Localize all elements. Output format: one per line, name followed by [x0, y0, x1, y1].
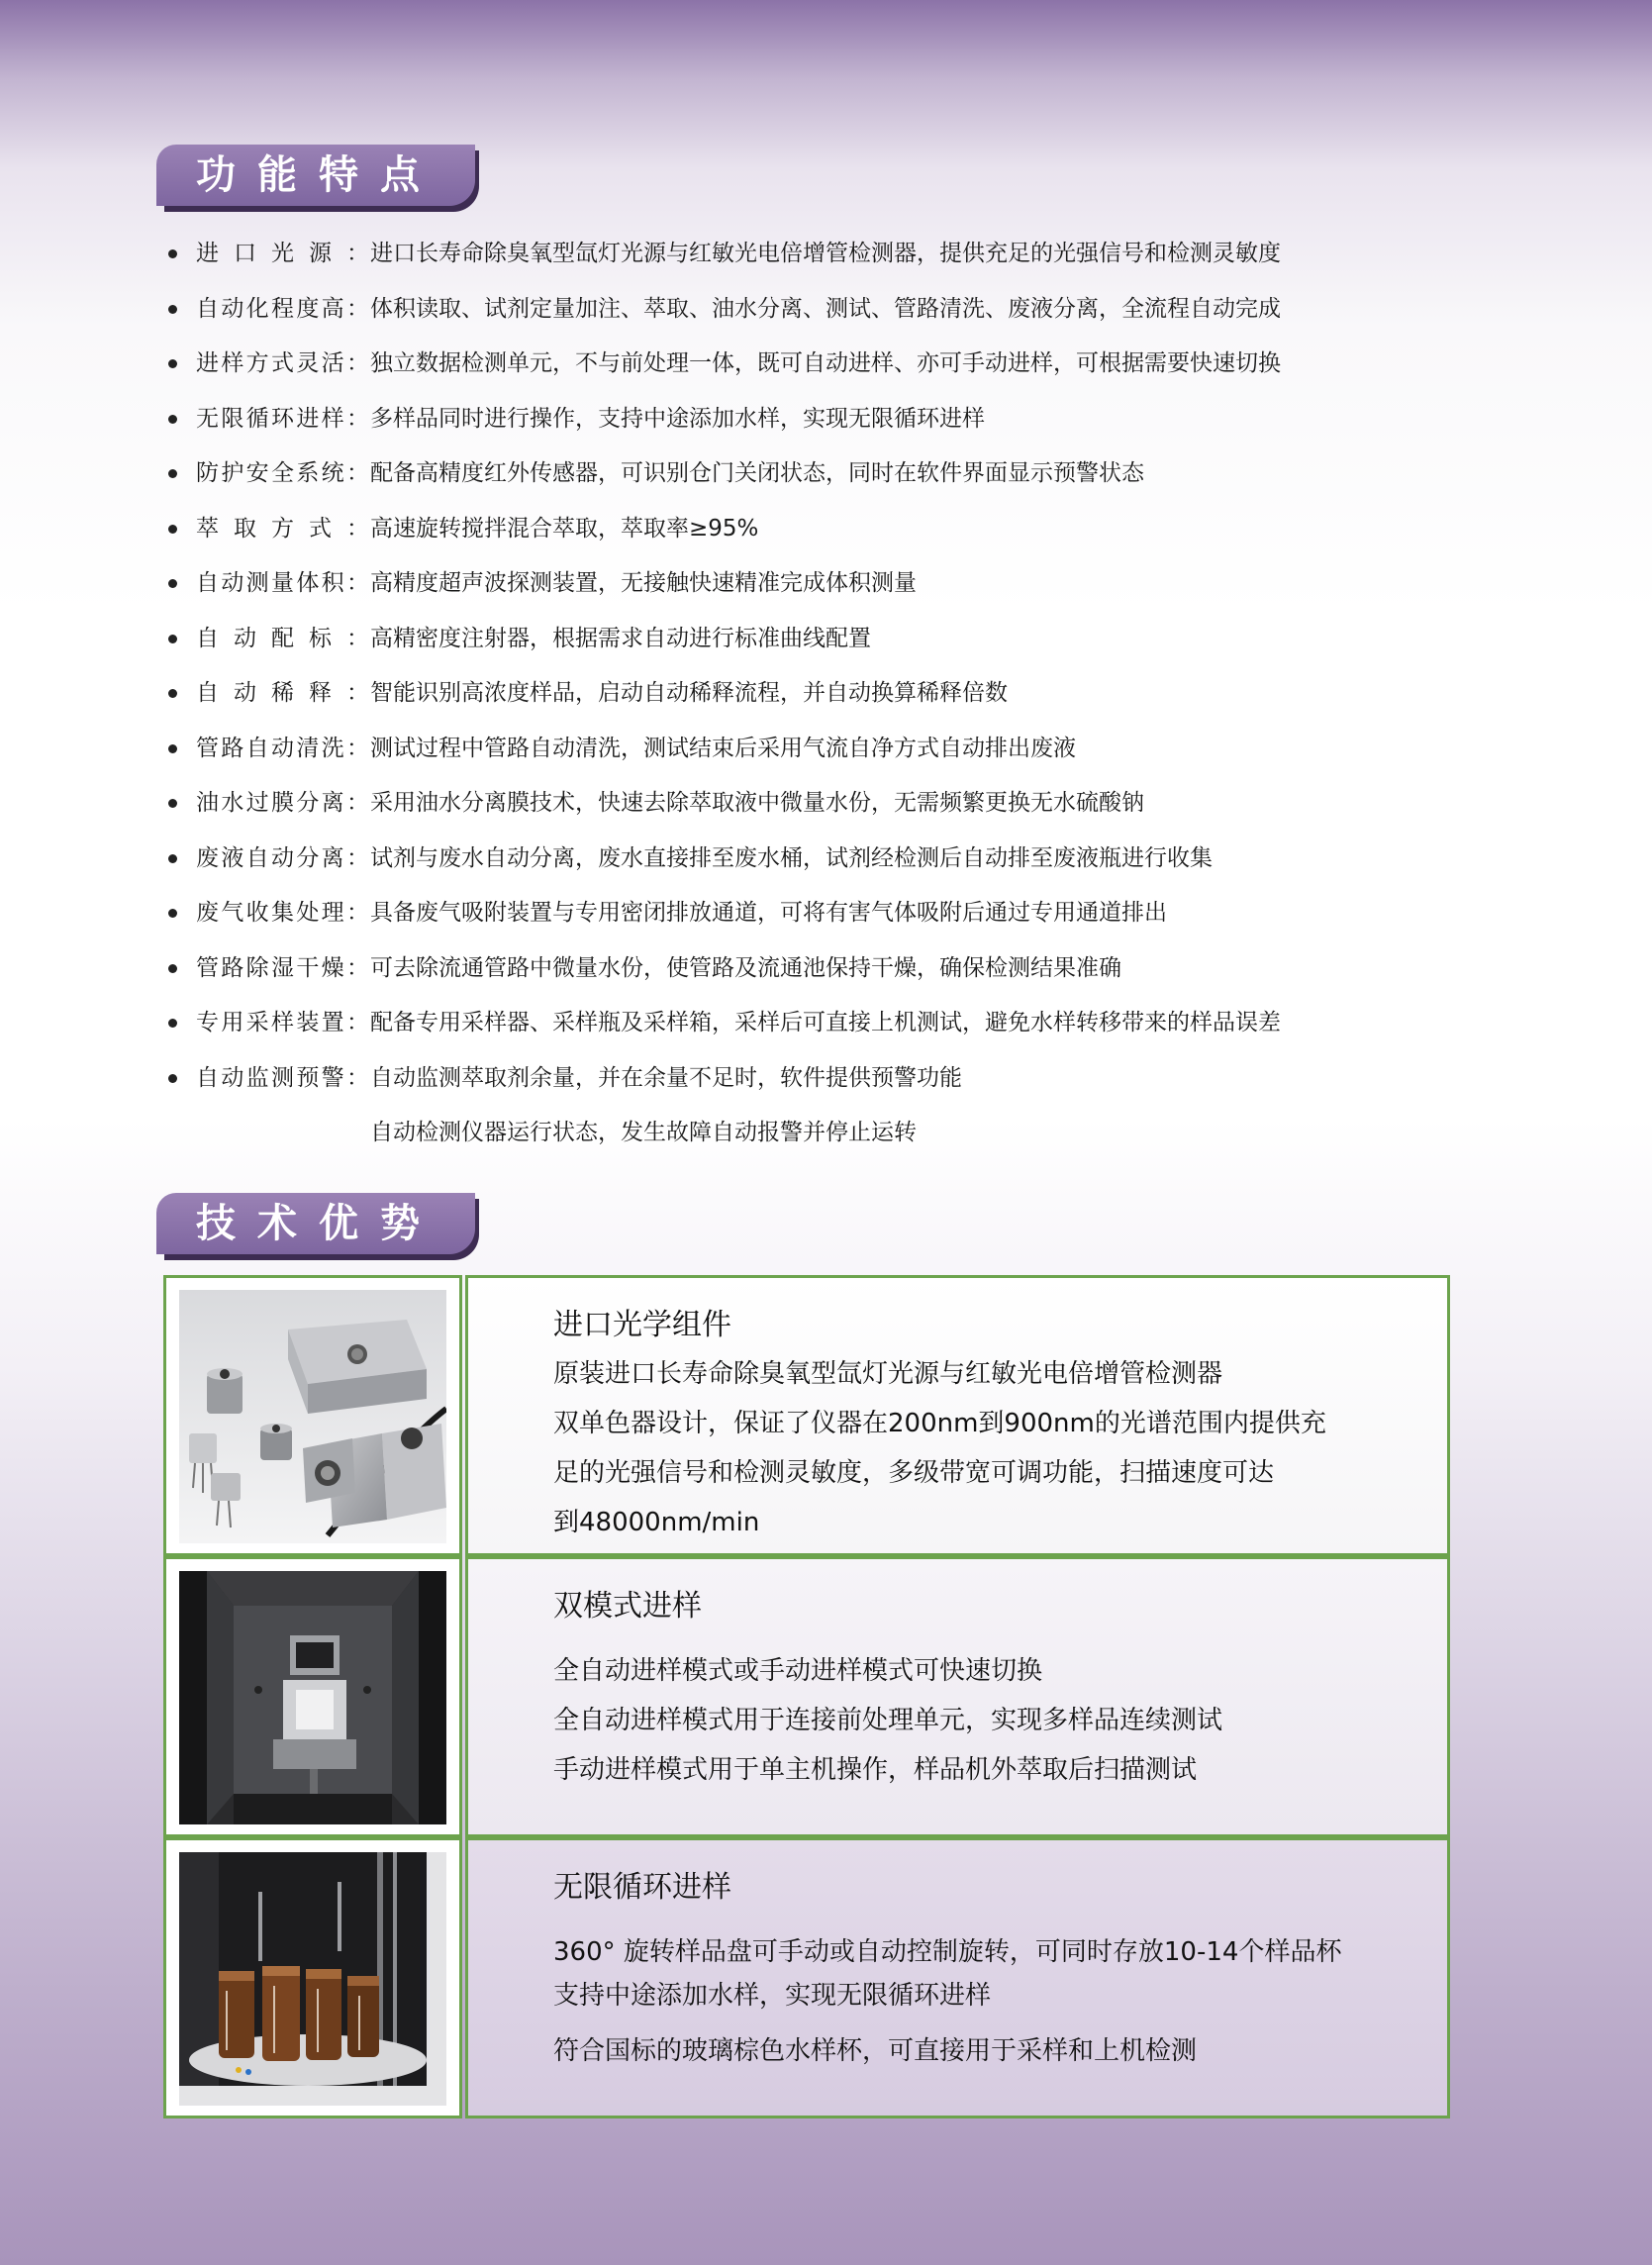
bullet-icon — [168, 469, 177, 478]
advantage-image-cell — [163, 1837, 462, 2118]
feature-label: 油水过膜分离： — [196, 790, 369, 816]
bullet-icon — [168, 854, 177, 863]
bullet-icon — [168, 909, 177, 918]
advantage-text-cell — [465, 1837, 1450, 2118]
sample-tray-illustration — [179, 1852, 446, 2106]
feature-desc: 体积读取、试剂定量加注、萃取、油水分离、测试、管路清洗、废液分离，全流程自动完成 — [370, 296, 1281, 322]
advantage-title: 双模式进样 — [553, 1589, 702, 1624]
section-title: 功能特点 — [196, 152, 441, 198]
advantage-line: 符合国标的玻璃棕色水样杯，可直接用于采样和上机检测 — [553, 2036, 1198, 2066]
feature-desc: 具备废气吸附装置与专用密闭排放通道，可将有害气体吸附后通过专用通道排出 — [370, 900, 1167, 926]
bullet-icon — [168, 635, 177, 643]
sample-chamber-illustration — [179, 1571, 446, 1824]
feature-desc: 独立数据检测单元，不与前处理一体，既可自动进样、亦可手动进样，可根据需要快速切换 — [370, 350, 1281, 376]
section-title: 技术优势 — [196, 1201, 441, 1246]
advantage-text-cell — [465, 1275, 1450, 1556]
advantage-line: 足的光强信号和检测灵敏度，多级带宽可调功能，扫描速度可达 — [553, 1458, 1275, 1488]
bullet-icon — [168, 744, 177, 753]
feature-desc: 高速旋转搅拌混合萃取，萃取率≥95% — [370, 516, 759, 542]
advantage-text-cell — [465, 1556, 1450, 1837]
advantage-title: 无限循环进样 — [553, 1870, 731, 1905]
advantage-line: 到48000nm/min — [553, 1508, 760, 1537]
bullet-icon — [168, 359, 177, 368]
advantage-line: 全自动进样模式或手动进样模式可快速切换 — [553, 1656, 1043, 1686]
feature-label: 自动监测预警： — [196, 1065, 369, 1091]
optical-components-illustration — [179, 1290, 446, 1543]
advantage-line: 360° 旋转样品盘可手动或自动控制旋转，可同时存放10-14个样品杯 — [553, 1937, 1342, 1967]
advantage-line: 手动进样模式用于单主机操作，样品机外萃取后扫描测试 — [553, 1755, 1198, 1785]
feature-label: 管路自动清洗： — [196, 736, 369, 761]
sample-chamber-photo — [179, 1571, 446, 1824]
advantage-line: 支持中途添加水样，实现无限循环进样 — [553, 1981, 992, 2011]
feature-desc: 测试过程中管路自动清洗，测试结束后采用气流自净方式自动排出废液 — [370, 736, 1076, 761]
feature-label: 自动稀释： — [196, 680, 369, 706]
feature-desc: 进口长寿命除臭氧型氙灯光源与红敏光电倍增管检测器，提供充足的光强信号和检测灵敏度 — [370, 241, 1281, 266]
bullet-icon — [168, 1074, 177, 1083]
bullet-icon — [168, 525, 177, 534]
advantage-image-cell — [163, 1556, 462, 1837]
feature-desc: 高精密度注射器，根据需求自动进行标准曲线配置 — [370, 626, 871, 651]
feature-label: 萃取方式： — [196, 516, 369, 542]
feature-desc: 试剂与废水自动分离，废水直接排至废水桶，试剂经检测后自动排至废液瓶进行收集 — [370, 845, 1213, 871]
feature-label: 废气收集处理： — [196, 900, 369, 926]
feature-desc: 高精度超声波探测装置，无接触快速精准完成体积测量 — [370, 570, 917, 596]
feature-label: 无限循环进样： — [196, 406, 369, 432]
bullet-icon — [168, 689, 177, 698]
section-header-advantages — [156, 1193, 475, 1254]
feature-desc: 自动监测萃取剂余量，并在余量不足时，软件提供预警功能 — [370, 1065, 962, 1091]
advantage-row — [163, 1837, 1450, 2118]
feature-label: 管路除湿干燥： — [196, 955, 369, 981]
bullet-icon — [168, 579, 177, 588]
bullet-icon — [168, 1019, 177, 1028]
feature-desc: 自动检测仪器运行状态，发生故障自动报警并停止运转 — [370, 1120, 917, 1145]
feature-desc: 可去除流通管路中微量水份，使管路及流通池保持干燥，确保检测结果准确 — [370, 955, 1121, 981]
advantage-line: 双单色器设计，保证了仪器在200nm到900nm的光谱范围内提供充 — [553, 1409, 1326, 1438]
advantage-row — [163, 1275, 1450, 1556]
feature-label: 专用采样装置： — [196, 1010, 369, 1035]
bullet-icon — [168, 249, 177, 258]
feature-label: 自动化程度高： — [196, 296, 369, 322]
advantage-image-cell — [163, 1275, 462, 1556]
bullet-icon — [168, 799, 177, 808]
bullet-icon — [168, 964, 177, 973]
feature-desc: 多样品同时进行操作，支持中途添加水样，实现无限循环进样 — [370, 406, 985, 432]
bullet-icon — [168, 415, 177, 424]
feature-label: 防护安全系统： — [196, 460, 369, 486]
feature-desc: 配备专用采样器、采样瓶及采样箱，采样后可直接上机测试，避免水样转移带来的样品误差 — [370, 1010, 1281, 1035]
feature-desc: 配备高精度红外传感器，可识别仓门关闭状态，同时在软件界面显示预警状态 — [370, 460, 1144, 486]
feature-desc: 采用油水分离膜技术，快速去除萃取液中微量水份，无需频繁更换无水硫酸钠 — [370, 790, 1144, 816]
advantage-line: 原装进口长寿命除臭氧型氙灯光源与红敏光电倍增管检测器 — [553, 1359, 1223, 1389]
advantage-line: 全自动进样模式用于连接前处理单元，实现多样品连续测试 — [553, 1706, 1223, 1735]
advantage-title: 进口光学组件 — [553, 1308, 731, 1342]
advantage-row — [163, 1556, 1450, 1837]
feature-label: 废液自动分离： — [196, 845, 369, 871]
feature-label: 进口光源： — [196, 241, 369, 266]
section-header-features — [156, 145, 475, 206]
feature-label: 自动配标： — [196, 626, 369, 651]
sample-tray-photo — [179, 1852, 446, 2106]
feature-label: 自动测量体积： — [196, 570, 369, 596]
feature-desc: 智能识别高浓度样品，启动自动稀释流程，并自动换算稀释倍数 — [370, 680, 1008, 706]
bullet-icon — [168, 305, 177, 314]
feature-label: 进样方式灵活： — [196, 350, 369, 376]
optical-components-photo — [179, 1290, 446, 1543]
